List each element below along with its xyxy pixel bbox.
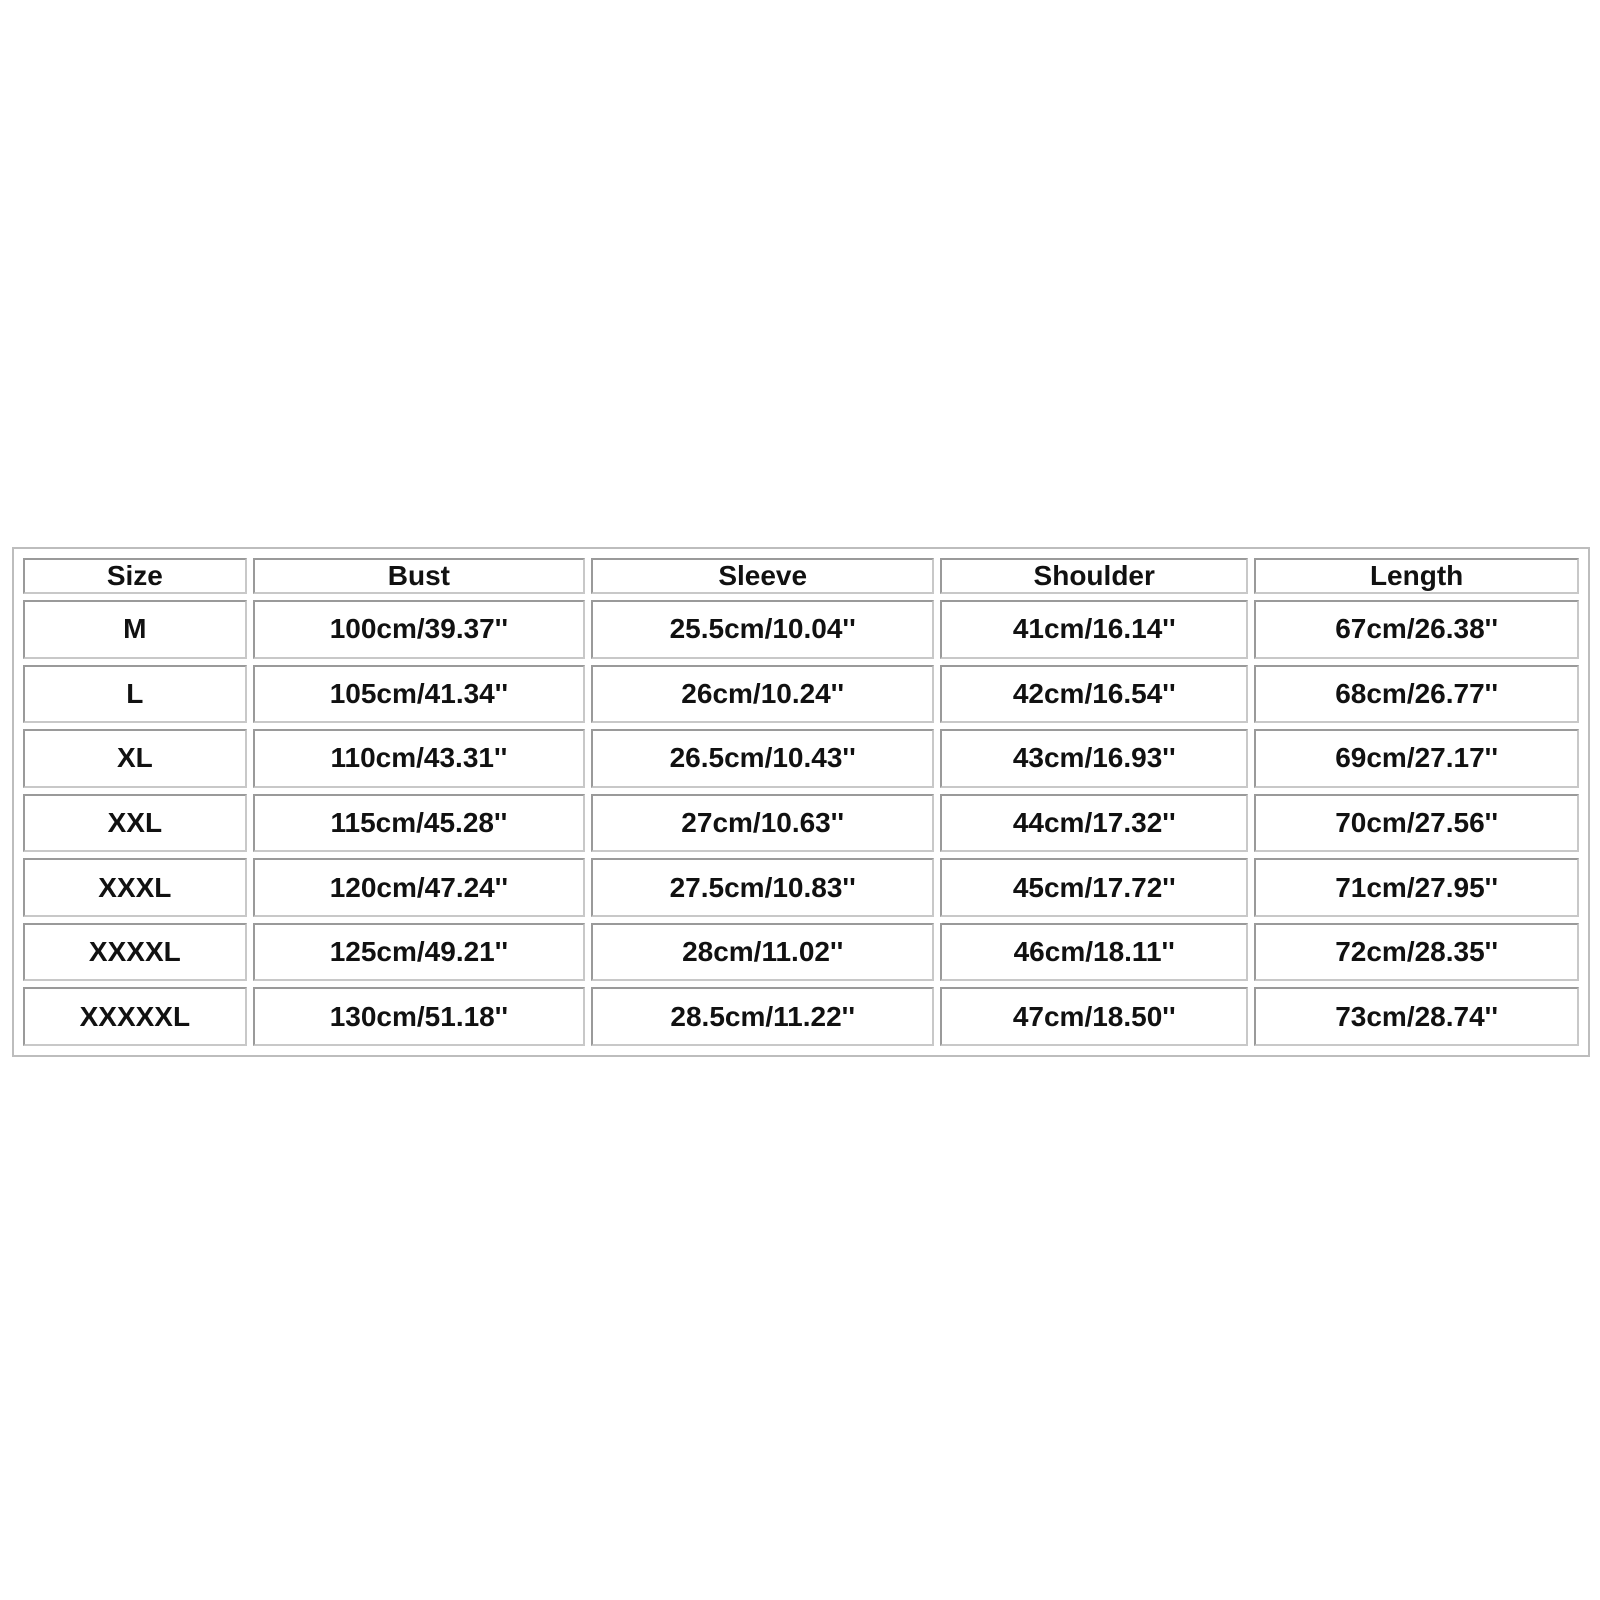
size-cell: XXL xyxy=(23,794,247,853)
shoulder-cell: 41cm/16.14'' xyxy=(940,600,1248,659)
size-cell: M xyxy=(23,600,247,659)
size-cell: L xyxy=(23,665,247,724)
size-chart-table xyxy=(17,552,1585,1052)
length-cell: 68cm/26.77'' xyxy=(1254,665,1579,724)
shoulder-cell: 44cm/17.32'' xyxy=(940,794,1248,853)
shoulder-cell: 47cm/18.50'' xyxy=(940,987,1248,1046)
table-row xyxy=(23,665,1579,724)
header-bust: Bust xyxy=(253,558,585,594)
table-row xyxy=(23,794,1579,853)
table-row xyxy=(23,729,1579,788)
length-cell: 69cm/27.17'' xyxy=(1254,729,1579,788)
bust-cell: 120cm/47.24'' xyxy=(253,858,585,917)
shoulder-cell: 46cm/18.11'' xyxy=(940,923,1248,982)
sleeve-cell: 27.5cm/10.83'' xyxy=(591,858,934,917)
table-row xyxy=(23,923,1579,982)
sleeve-cell: 27cm/10.63'' xyxy=(591,794,934,853)
shoulder-cell: 42cm/16.54'' xyxy=(940,665,1248,724)
size-cell: XXXXXL xyxy=(23,987,247,1046)
length-cell: 70cm/27.56'' xyxy=(1254,794,1579,853)
size-cell: XL xyxy=(23,729,247,788)
table-row xyxy=(23,987,1579,1046)
bust-cell: 115cm/45.28'' xyxy=(253,794,585,853)
shoulder-cell: 45cm/17.72'' xyxy=(940,858,1248,917)
size-chart xyxy=(12,547,1590,1057)
header-size: Size xyxy=(23,558,247,594)
bust-cell: 130cm/51.18'' xyxy=(253,987,585,1046)
header-shoulder: Shoulder xyxy=(940,558,1248,594)
length-cell: 71cm/27.95'' xyxy=(1254,858,1579,917)
table-row xyxy=(23,600,1579,659)
bust-cell: 110cm/43.31'' xyxy=(253,729,585,788)
size-cell: XXXXL xyxy=(23,923,247,982)
sleeve-cell: 26.5cm/10.43'' xyxy=(591,729,934,788)
bust-cell: 105cm/41.34'' xyxy=(253,665,585,724)
bust-cell: 100cm/39.37'' xyxy=(253,600,585,659)
sleeve-cell: 25.5cm/10.04'' xyxy=(591,600,934,659)
length-cell: 72cm/28.35'' xyxy=(1254,923,1579,982)
sleeve-cell: 28.5cm/11.22'' xyxy=(591,987,934,1046)
header-sleeve: Sleeve xyxy=(591,558,934,594)
header-row xyxy=(23,558,1579,594)
sleeve-cell: 26cm/10.24'' xyxy=(591,665,934,724)
length-cell: 67cm/26.38'' xyxy=(1254,600,1579,659)
length-cell: 73cm/28.74'' xyxy=(1254,987,1579,1046)
bust-cell: 125cm/49.21'' xyxy=(253,923,585,982)
table-row xyxy=(23,858,1579,917)
sleeve-cell: 28cm/11.02'' xyxy=(591,923,934,982)
size-cell: XXXL xyxy=(23,858,247,917)
header-length: Length xyxy=(1254,558,1579,594)
shoulder-cell: 43cm/16.93'' xyxy=(940,729,1248,788)
